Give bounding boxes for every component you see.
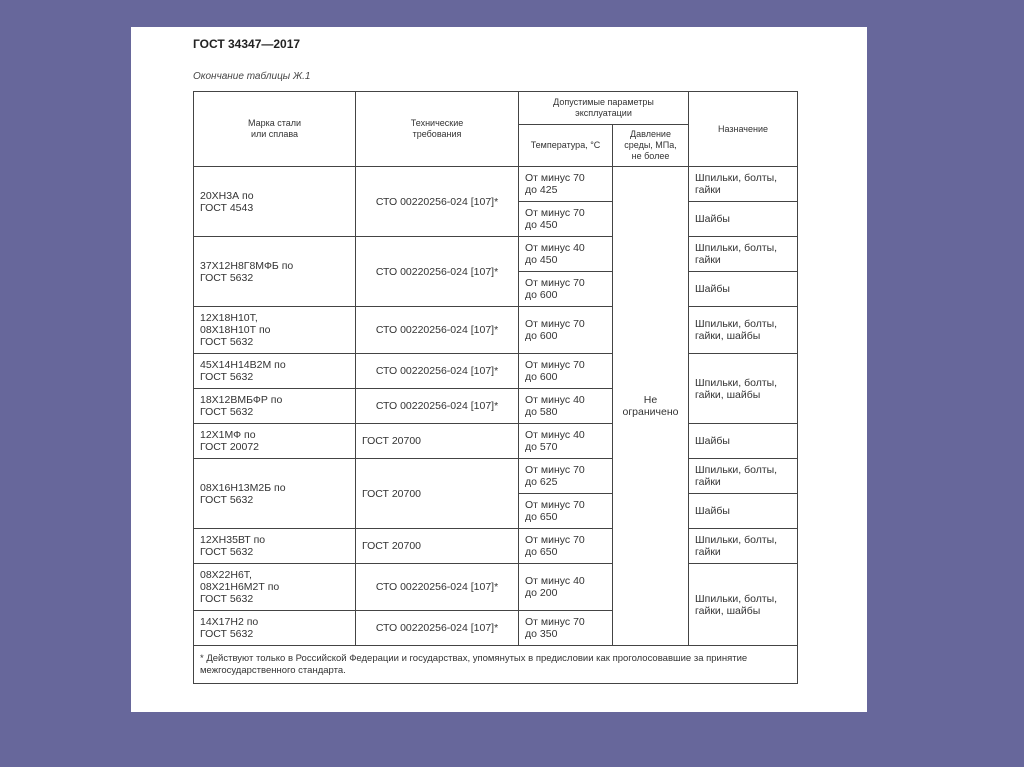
header-pressure: Давление среды, МПа, не более — [613, 125, 689, 167]
table-row — [194, 459, 798, 494]
requirements-cell: СТО 00220256-024 [107]* — [356, 307, 519, 354]
grade-cell: 08Х16Н13М2Б по ГОСТ 5632 — [194, 459, 356, 529]
purpose-cell: Шпильки, болты, гайки — [689, 167, 798, 202]
header-params: Допустимые параметры эксплуатации — [519, 92, 689, 125]
requirements-cell: СТО 00220256-024 [107]* — [356, 167, 519, 237]
requirements-cell: ГОСТ 20700 — [356, 459, 519, 529]
table-subtitle: Окончание таблицы Ж.1 — [193, 71, 311, 82]
grade-cell: 12Х18Н10Т, 08Х18Н10Т по ГОСТ 5632 — [194, 307, 356, 354]
table-row — [194, 307, 798, 354]
temperature-cell: От минус 40 до 580 — [519, 389, 613, 424]
table-row — [194, 237, 798, 272]
purpose-cell: Шпильки, болты, гайки — [689, 459, 798, 494]
table-row — [194, 354, 798, 389]
document-title: ГОСТ 34347—2017 — [193, 37, 301, 51]
temperature-cell: От минус 70 до 650 — [519, 529, 613, 564]
purpose-cell: Шайбы — [689, 202, 798, 237]
temperature-cell: От минус 40 до 570 — [519, 424, 613, 459]
temperature-cell: От минус 70 до 600 — [519, 307, 613, 354]
purpose-cell: Шайбы — [689, 272, 798, 307]
temperature-cell: От минус 40 до 450 — [519, 237, 613, 272]
table-row — [194, 564, 798, 611]
requirements-cell: СТО 00220256-024 [107]* — [356, 237, 519, 307]
table-row — [194, 167, 798, 202]
document-page — [131, 27, 867, 712]
grade-cell: 18Х12ВМБФР по ГОСТ 5632 — [194, 389, 356, 424]
header-temperature: Температура, °С — [519, 125, 613, 167]
purpose-cell: Шпильки, болты, гайки — [689, 237, 798, 272]
temperature-cell: От минус 70 до 600 — [519, 272, 613, 307]
grade-cell: 45Х14Н14В2М по ГОСТ 5632 — [194, 354, 356, 389]
table-row — [194, 424, 798, 459]
purpose-cell: Шпильки, болты, гайки, шайбы — [689, 354, 798, 424]
temperature-cell: От минус 70 до 650 — [519, 494, 613, 529]
temperature-cell: От минус 70 до 600 — [519, 354, 613, 389]
temperature-cell: От минус 70 до 625 — [519, 459, 613, 494]
requirements-cell: ГОСТ 20700 — [356, 424, 519, 459]
purpose-cell: Шпильки, болты, гайки — [689, 529, 798, 564]
footnote: * Действуют только в Российской Федерации и государствах, упомянутых в предисловии как проголосовавшие за принятие межгосударственного стандарта. — [194, 646, 798, 684]
requirements-cell: ГОСТ 20700 — [356, 529, 519, 564]
purpose-cell: Шайбы — [689, 424, 798, 459]
header-requirements: Технические требования — [356, 92, 519, 167]
requirements-cell: СТО 00220256-024 [107]* — [356, 564, 519, 611]
grade-cell: 20ХН3А по ГОСТ 4543 — [194, 167, 356, 237]
footnote-row — [194, 646, 798, 684]
purpose-cell: Шпильки, болты, гайки, шайбы — [689, 564, 798, 646]
pressure-cell: Не ограничено — [613, 167, 689, 646]
table-row — [194, 529, 798, 564]
temperature-cell: От минус 40 до 200 — [519, 564, 613, 611]
temperature-cell: От минус 70 до 450 — [519, 202, 613, 237]
header-row — [194, 92, 798, 125]
temperature-cell: От минус 70 до 350 — [519, 611, 613, 646]
grade-cell: 37Х12Н8Г8МФБ по ГОСТ 5632 — [194, 237, 356, 307]
header-grade: Марка стали или сплава — [194, 92, 356, 167]
temperature-cell: От минус 70 до 425 — [519, 167, 613, 202]
purpose-cell: Шпильки, болты, гайки, шайбы — [689, 307, 798, 354]
purpose-cell: Шайбы — [689, 494, 798, 529]
header-purpose: Назначение — [689, 92, 798, 167]
grade-cell: 14Х17Н2 по ГОСТ 5632 — [194, 611, 356, 646]
requirements-cell: СТО 00220256-024 [107]* — [356, 354, 519, 389]
grade-cell: 12Х1МФ по ГОСТ 20072 — [194, 424, 356, 459]
requirements-cell: СТО 00220256-024 [107]* — [356, 389, 519, 424]
grade-cell: 08Х22Н6Т, 08Х21Н6М2Т по ГОСТ 5632 — [194, 564, 356, 611]
grade-cell: 12ХН35ВТ по ГОСТ 5632 — [194, 529, 356, 564]
requirements-cell: СТО 00220256-024 [107]* — [356, 611, 519, 646]
steel-grades-table — [193, 91, 798, 684]
